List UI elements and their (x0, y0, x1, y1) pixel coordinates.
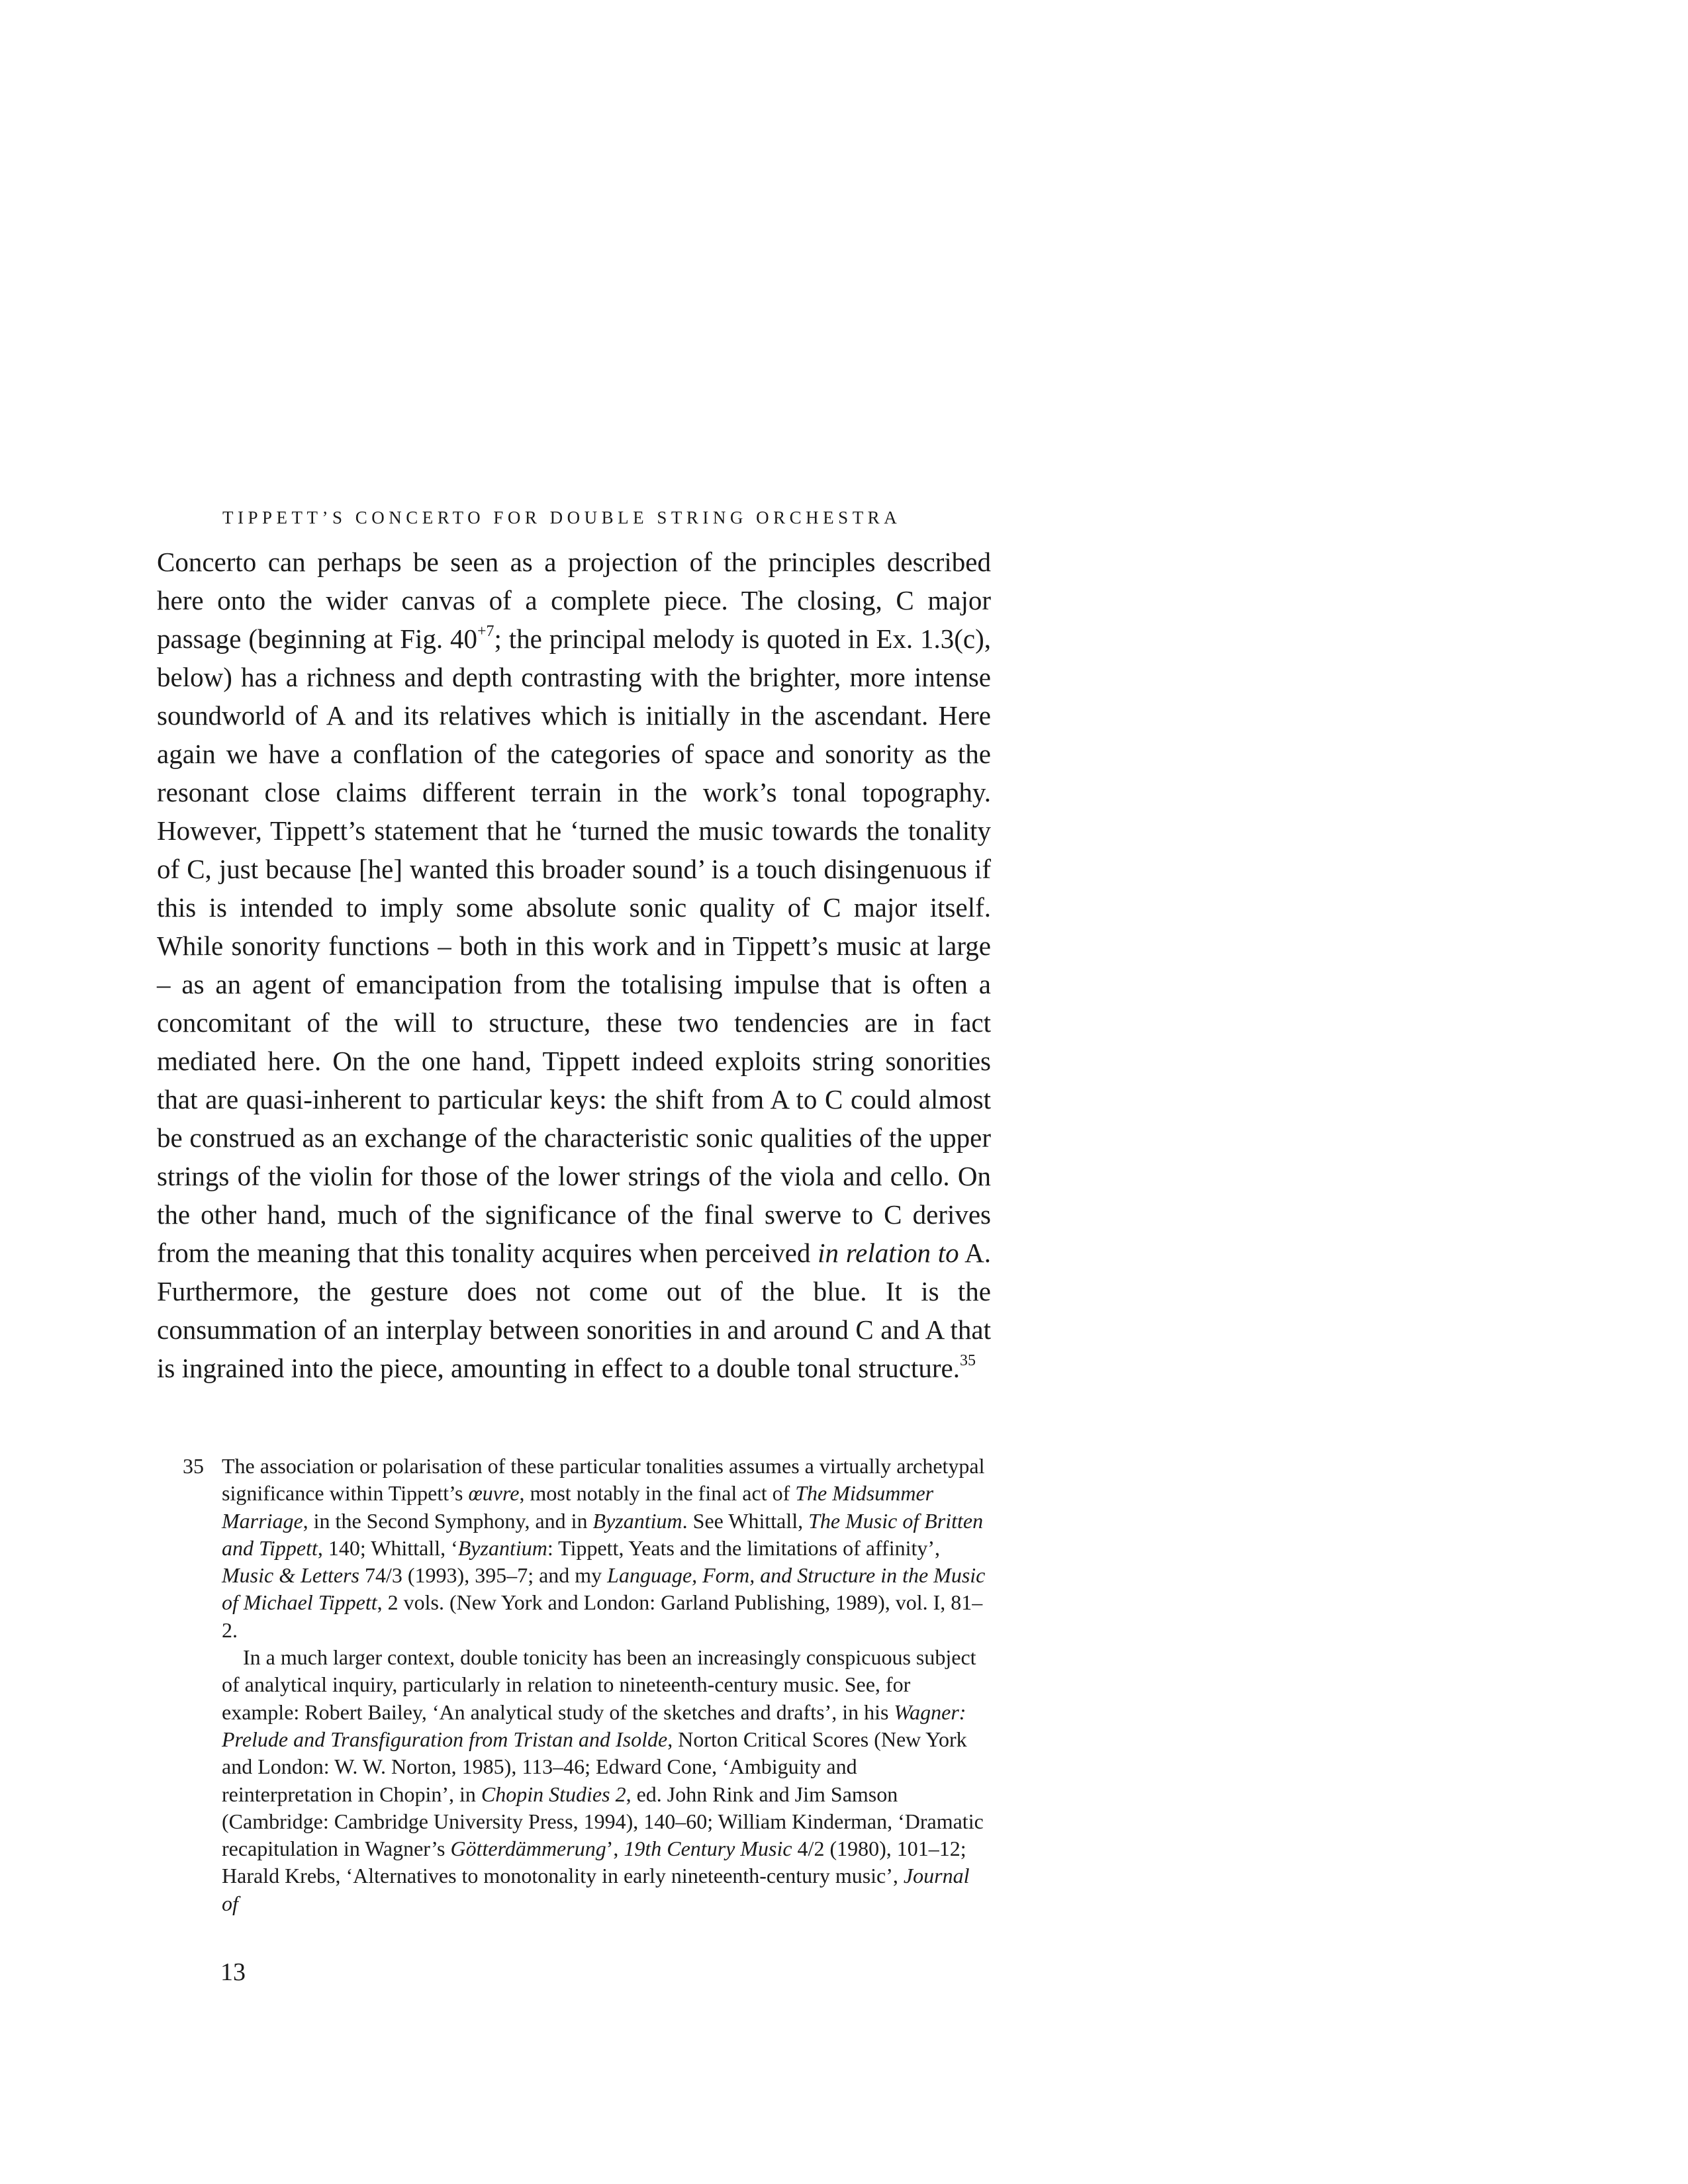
running-head: TIPPETT’S CONCERTO FOR DOUBLE STRING ORCHESTRA (222, 508, 902, 527)
fn-text: 74/3 (1993), 395–7; and my (359, 1563, 608, 1588)
body-segment: Concerto can perhaps be seen as a projection of the principles described here onto the wider canvas of a complete piece. The closing, C major passage (beginning at Fig. 40 (157, 547, 991, 654)
fn-text: , Norton Critical Scores (New York and London: W. W. Norton, 1985), 113–46; Edward Cone, ‘Ambiguity and reinterpretation in Chopin’, in (222, 1727, 967, 1806)
fn-text: , most notably in the final act of (519, 1481, 796, 1506)
fn-text: The association or polarisation of these particular tonalities assumes a virtually archetypal significance within Tippett’s (222, 1454, 985, 1506)
fn-italic: Byzantium (457, 1535, 547, 1560)
fn-italic: Byzantium (592, 1508, 682, 1533)
page-number: 13 (220, 1958, 246, 1986)
fn-text: , in the Second Symphony, and in (303, 1508, 593, 1533)
footnote-block (183, 1453, 991, 1917)
fn-italic: Music & Letters (222, 1563, 359, 1588)
fn-text: : Tippett, Yeats and the limitations of affinity’, (547, 1535, 941, 1560)
footnote-paragraph (222, 1453, 991, 1644)
body-segment: ; the principal melody is quoted in Ex. 1.3(c), below) has a richness and depth contrasting with the brighter, more intense soundworld of A and its relatives which is initially in the ascendant. Here again we have a conflation of the categories of space and sonority as the resonant close claims different terrain in the work’s tonal topography. However, Tippett’s statement that he ‘turned the music towards the tonality of C, just because [he] wanted this broader sound’ is a touch disingenuous if this is intended to imply some absolute sonic quality of C major itself. While sonority functions – both in this work and in Tippett’s music at large – as an agent of emancipation from the totalising impulse that is often a concomitant of the will to structure, these two tendencies are in fact mediated here. On the one hand, Tippett indeed exploits string sonorities that are quasi-inherent to particular keys: the shift from A to C could almost be construed as an exchange of the characteristic sonic qualities of the upper strings of the violin for those of the lower strings of the viola and cello. On the other hand, much of the significance of the final swerve to C derives from the meaning that this tonality acquires when perceived (157, 623, 992, 1268)
footnote (183, 1453, 991, 1917)
fn-italic: Language, Form, and Structure in the Music of Michael Tippett (222, 1563, 986, 1615)
body-text (157, 543, 991, 1387)
footnote-reference[interactable]: 35 (959, 1352, 976, 1369)
fn-text: In a much larger context, double tonicity has been an increasingly conspicuous subject of analytical inquiry, particularly in relation to nineteenth-century music. See, for example: Robert Bailey, ‘An analytical study of the sketches and drafts’, in his (222, 1645, 976, 1724)
italic-phrase: in relation to (818, 1238, 959, 1268)
body-segment: A. Furthermore, the gesture does not come out of the blue. It is the consummation of an interplay between sonorities in and around C and A that is ingrained into the piece, amounting in effect to a double tonal structure. (157, 1238, 991, 1383)
fn-italic: Wagner: Prelude and Transfiguration from Tristan and Isolde (222, 1700, 966, 1751)
fn-italic: 19th Century Music (624, 1837, 792, 1861)
fn-text: , 2 vols. (New York and London: Garland Publishing, 1989), vol. I, 81–2. (222, 1590, 983, 1642)
footnote-number: 35 (183, 1454, 204, 1478)
fn-italic: Götterdämmerung (450, 1837, 606, 1861)
fn-text: ’, (606, 1837, 624, 1861)
figure-superscript: +7 (477, 623, 494, 640)
fn-text: , 140; Whittall, ‘ (317, 1535, 458, 1560)
fn-italic: œuvre (468, 1481, 520, 1506)
fn-text: , ed. John Rink and Jim Samson (Cambridge: Cambridge University Press, 1994), 140–60; William Kinderman, ‘Dramatic recapitulation in Wagner’s (222, 1782, 984, 1861)
fn-italic: Chopin Studies 2 (481, 1782, 626, 1806)
fn-italic: The Music of Britten and Tippett (222, 1508, 984, 1560)
body-paragraph (157, 543, 991, 1387)
fn-italic: Journal of (222, 1864, 970, 1915)
footnote-paragraph (222, 1644, 991, 1917)
fn-text: . See Whittall, (682, 1508, 809, 1533)
fn-italic: The Midsummer Marriage (222, 1481, 934, 1533)
fn-text: 4/2 (1980), 101–12; Harald Krebs, ‘Alternatives to monotonality in early nineteenth-century music’, (222, 1837, 966, 1888)
